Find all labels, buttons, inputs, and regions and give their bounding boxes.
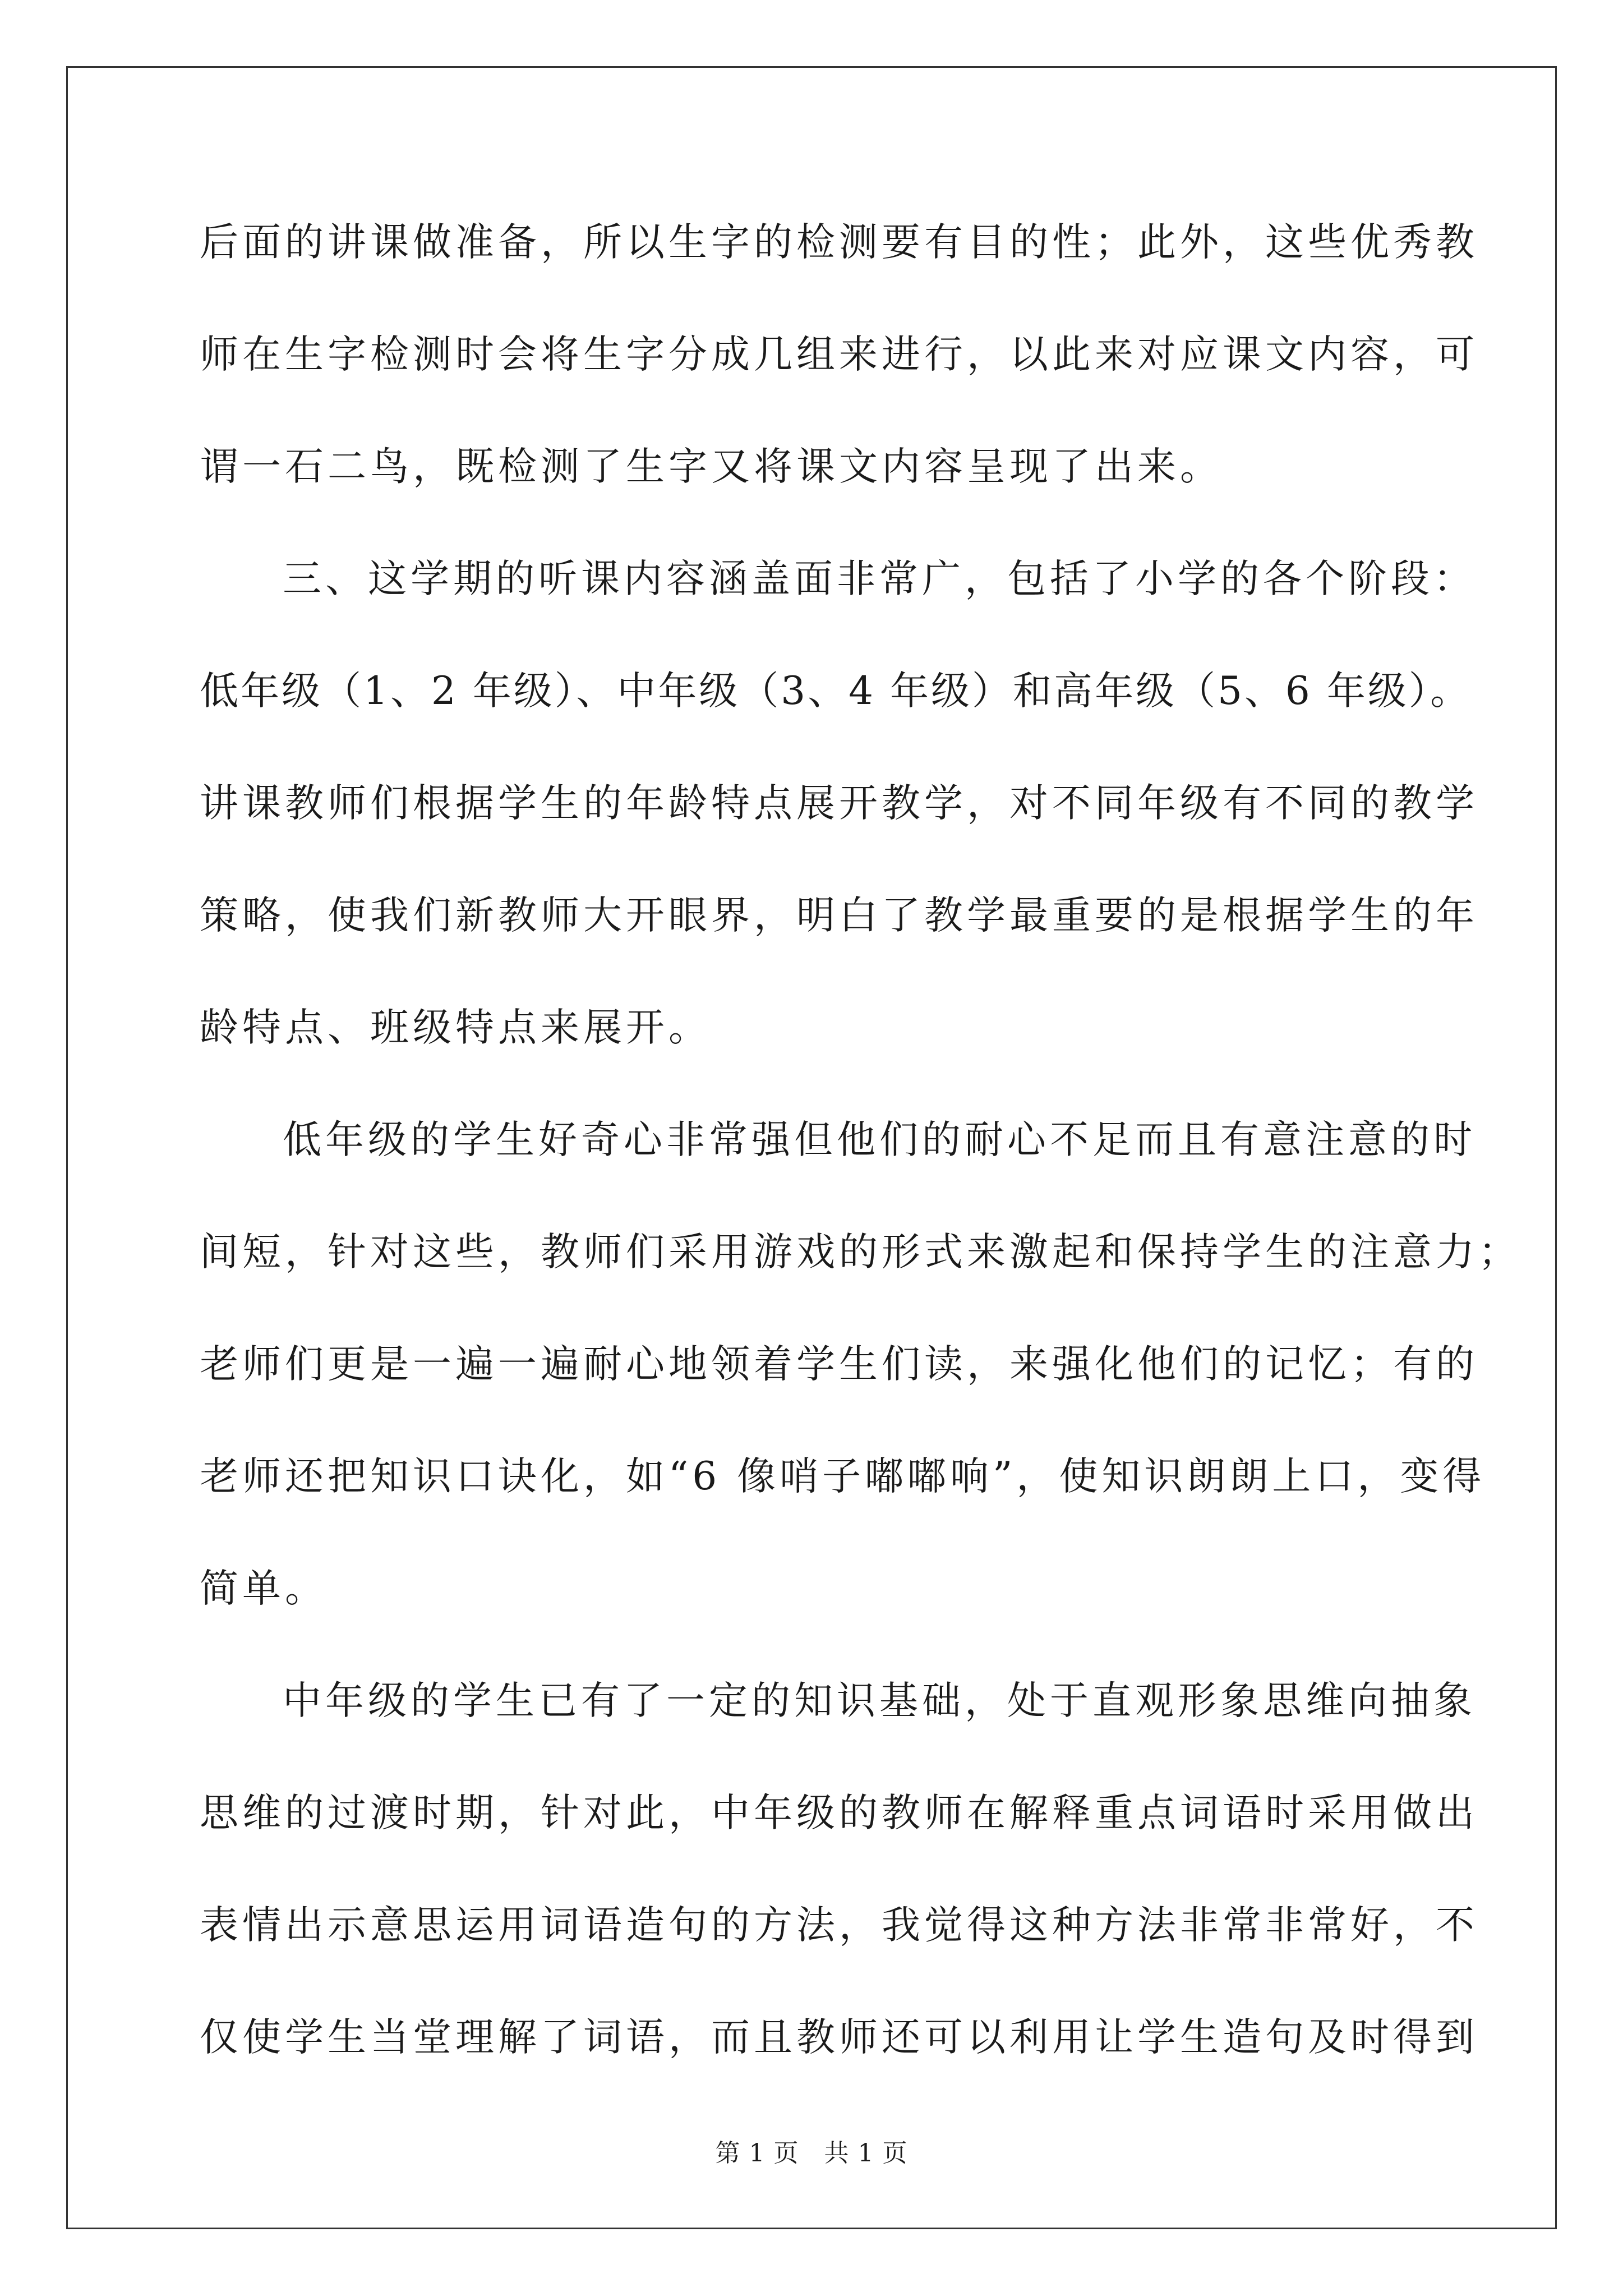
text-line-6: 讲课教师们根据学生的年龄特点展开教学，对不同年级有不同的教学 bbox=[200, 781, 1478, 826]
text-line-2: 师在生字检测时会将生字分成几组来进行，以此来对应课文内容，可 bbox=[200, 332, 1478, 377]
text-line-3: 谓一石二鸟，既检测了生字又将课文内容呈现了出来。 bbox=[200, 444, 1223, 489]
page-number-footer: 第 1 页 共 1 页 bbox=[715, 2139, 908, 2168]
text-line-7: 策略，使我们新教师大开眼界，明白了教学最重要的是根据学生的年 bbox=[200, 893, 1478, 938]
text-line-17: 仅使学生当堂理解了词语，而且教师还可以利用让学生造句及时得到 bbox=[200, 2015, 1478, 2060]
paragraph-start-line: 中年级的学生已有了一定的知识基础，处于直观形象思维向抽象 bbox=[283, 1678, 1476, 1723]
text-line-10: 间短，针对这些，教师们采用游戏的形式来激起和保持学生的注意力； bbox=[200, 1230, 1521, 1274]
text-line-12: 老师还把知识口诀化，如“6 像哨子嘟嘟响”，使知识朗朗上口，变得 bbox=[200, 1454, 1486, 1499]
text-line-15: 思维的过渡时期，针对此，中年级的教师在解释重点词语时采用做出 bbox=[200, 1791, 1478, 1835]
text-line-1: 后面的讲课做准备，所以生字的检测要有目的性；此外，这些优秀教 bbox=[200, 220, 1478, 265]
text-line-11: 老师们更是一遍一遍耐心地领着学生们读，来强化他们的记忆；有的 bbox=[200, 1342, 1478, 1387]
text-line-16: 表情出示意思运用词语造句的方法，我觉得这种方法非常非常好，不 bbox=[200, 1903, 1478, 1948]
text-line-13: 简单。 bbox=[200, 1566, 328, 1611]
paragraph-start-line: 低年级的学生好奇心非常强但他们的耐心不足而且有意注意的时 bbox=[283, 1117, 1476, 1162]
text-line-8: 龄特点、班级特点来展开。 bbox=[200, 1005, 711, 1050]
text-line-5: 低年级（1、2 年级）、中年级（3、4 年级）和高年级（5、6 年级）。 bbox=[200, 669, 1472, 714]
paragraph-start-line: 三、这学期的听课内容涵盖面非常广，包括了小学的各个阶段： bbox=[283, 556, 1476, 601]
